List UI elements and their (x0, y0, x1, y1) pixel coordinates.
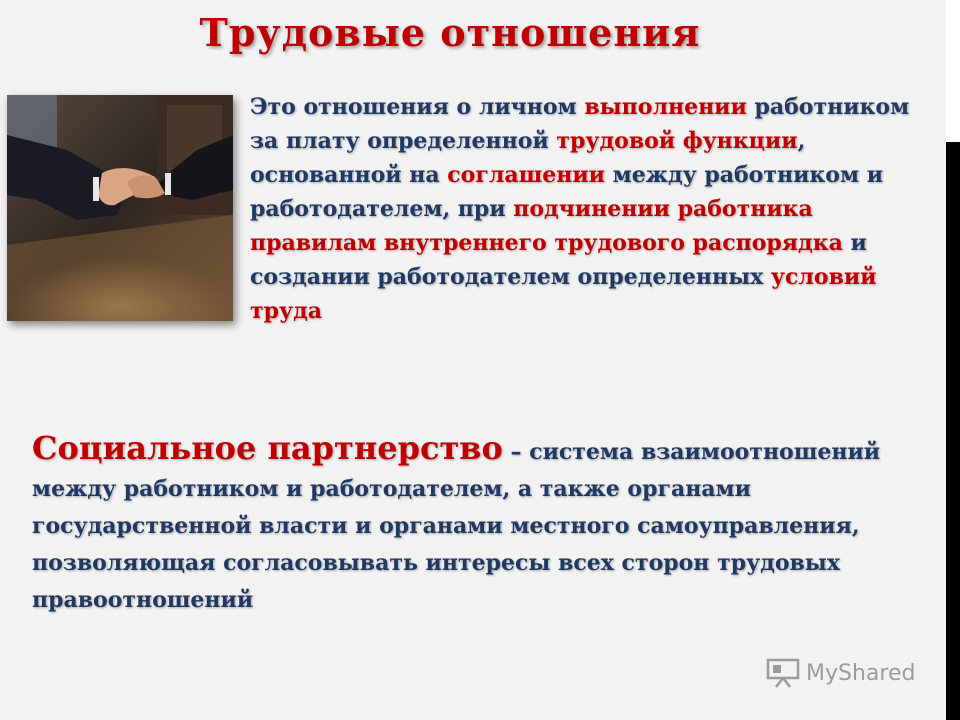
presentation-board-icon (766, 658, 800, 688)
definition-highlight: трудовой функции (556, 128, 798, 154)
definition-highlight: соглашении (447, 162, 605, 188)
right-edge-bar-top (946, 0, 960, 142)
watermark-text: MyShared (806, 660, 916, 686)
partnership-term: Социальное партнерство (32, 429, 503, 467)
definition-highlight: условий труда (250, 264, 877, 324)
definition-part: работником за плату определенной (250, 94, 910, 154)
handshake-image (7, 95, 233, 321)
watermark-logo (766, 656, 915, 690)
partnership-description: – система взаимоотношений между работником и работодателем, а также органами государственной власти и органами местного самоуправления, позволяющая согласовывать интересы всех сторон трудовых правоотношений (32, 439, 881, 613)
definition-part: и создании работодателем определенных (250, 230, 867, 290)
partnership-definition (32, 430, 932, 619)
definition-text (250, 90, 940, 328)
definition-highlight: подчинении работника правилам внутреннего трудового распорядка (250, 196, 843, 256)
definition-part: Это отношения о личном (250, 94, 585, 120)
definition-part: между работником и работодателем, при (250, 162, 884, 222)
definition-part: , основанной на (250, 128, 806, 188)
handshake-photo (7, 95, 233, 321)
definition-highlight: выполнении (584, 94, 747, 120)
slide-title: Трудовые отношения (199, 10, 701, 55)
